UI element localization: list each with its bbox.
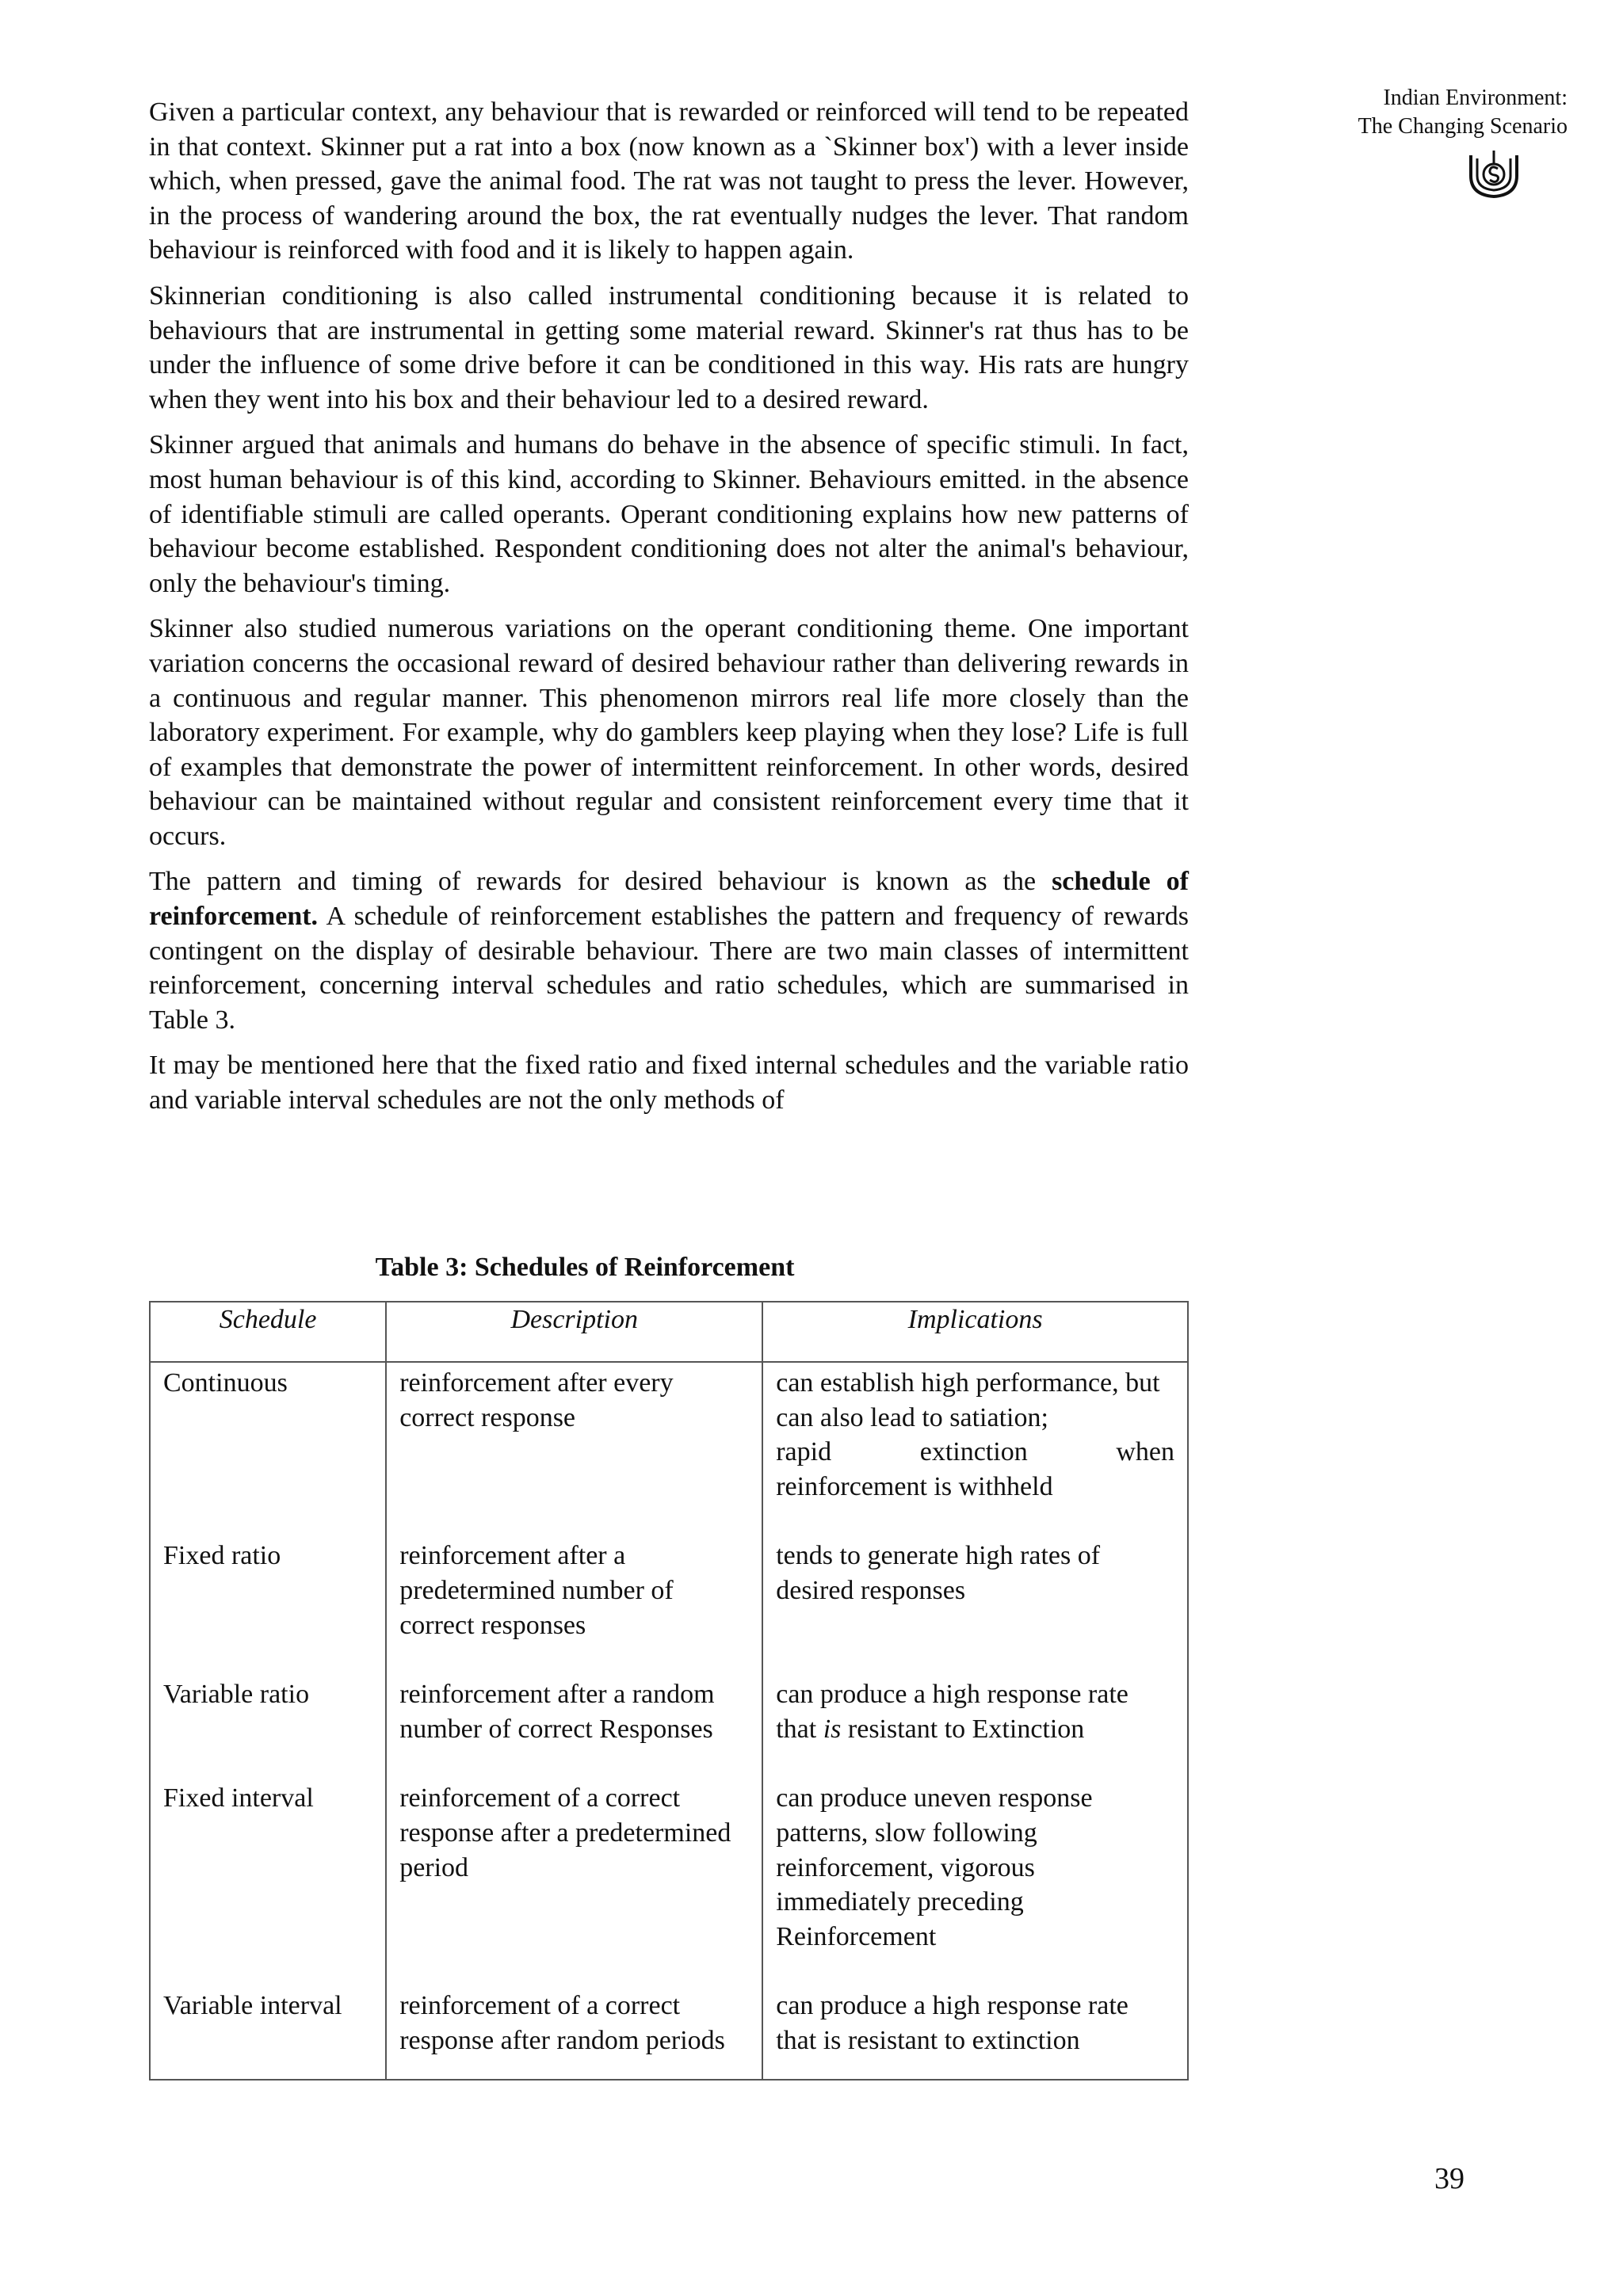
- implications-part-3: reinforcement is withheld: [776, 1471, 1053, 1501]
- table-header-row: [150, 1302, 1188, 1362]
- cell-schedule: Fixed ratio: [150, 1539, 386, 1677]
- table-title: Table 3: Schedules of Reinforcement: [375, 1253, 795, 1282]
- schedule-text-after: A schedule of reinforcement establishes the pattern and frequency of rewards contingent on the display of desirable behaviour. There are two main classes of intermittent reinforcement, concerning interval schedules and ratio schedules, which are summarised in Table 3.: [149, 902, 1189, 1035]
- paragraph-variations: Skinner also studied numerous variations on the operant conditioning theme. One important variation concerns the occasional reward of desired behaviour rather than delivering rewards in a continuous and regular manner. This phenomenon mirrors real life more closely than the laboratory experiment. For example, why do gamblers keep playing when they lose? Life is full of examples that demonstrate the power of intermittent reinforcement. In other words, desired behaviour can be maintained without regular and consistent reinforcement every time that it occurs.: [149, 614, 1189, 851]
- table-row: [150, 1989, 1188, 2079]
- paragraph-instrumental-conditioning: Skinnerian conditioning is also called instrumental conditioning because it is related to behaviours that are instrumental in getting some material reward. Skinner's rat thus has to be under the influence of some drive before it can be conditioned in this way. His rats are hungry when they went into his box and their behaviour led to a desired reward.: [149, 280, 1189, 414]
- table-row: [150, 1539, 1188, 1677]
- cell-implications: [762, 1362, 1188, 1539]
- schedules-table: [149, 1301, 1189, 2081]
- cell-description: reinforcement after a predetermined number of correct responses: [386, 1539, 762, 1677]
- implications-text-after: resistant to Extinction: [841, 1714, 1085, 1744]
- cell-description: reinforcement of a correct response after random periods: [386, 1989, 762, 2079]
- paragraph-methods: It may be mentioned here that the fixed ratio and fixed internal schedules and the variable ratio and variable interval schedules are not the only methods of: [149, 1051, 1189, 1116]
- header-line-2: The Changing Scenario: [1358, 114, 1568, 139]
- schedule-text-before: The pattern and timing of rewards for desired behaviour is known as the: [149, 867, 1052, 897]
- table-row: [150, 1362, 1188, 1539]
- cell-schedule: Fixed interval: [150, 1781, 386, 1989]
- page-number: 39: [1434, 2162, 1465, 2195]
- university-logo-icon: [1466, 147, 1522, 200]
- implications-italic-word: is: [823, 1714, 842, 1744]
- cell-implications: tends to generate high rates of desired responses: [762, 1539, 1188, 1677]
- cell-description: reinforcement after a random number of correct Responses: [386, 1677, 762, 1781]
- cell-schedule: Continuous: [150, 1362, 386, 1539]
- cell-description: reinforcement after every correct response: [386, 1362, 762, 1539]
- table-row: [150, 1781, 1188, 1989]
- table-row: [150, 1677, 1188, 1781]
- paragraph-schedule-of-reinforcement: [149, 864, 1189, 1037]
- schedule-term: schedule of reinforcement.: [149, 867, 1189, 932]
- header-description: Description: [386, 1302, 762, 1362]
- paragraph-operants: Skinner argued that animals and humans do behave in the absence of specific stimuli. In fact, most human behaviour is of this kind, according to Skinner. Behaviours emitted. in the absence of identifiable stimuli are called operants. Operant conditioning explains how new patterns of behaviour become established. Respondent conditioning does not alter the animal's behaviour, only the behaviour's timing.: [149, 430, 1189, 598]
- paragraph-skinner-box: Given a particular context, any behaviour that is rewarded or reinforced will tend to be repeated in that context. Skinner put a rat into a box (now known as a `Skinner box') with a lever inside which, when pressed, gave the animal food. The rat was not taught to press the lever. However, in the process of wandering around the box, the rat eventually nudges the lever. That random behaviour is reinforced with food and it is likely to happen again.: [149, 97, 1189, 265]
- cell-implications: [762, 1677, 1188, 1781]
- cell-schedule: Variable interval: [150, 1989, 386, 2079]
- cell-description: reinforcement of a correct response after a predetermined period: [386, 1781, 762, 1989]
- header-schedule: Schedule: [150, 1302, 386, 1362]
- cell-schedule: Variable ratio: [150, 1677, 386, 1781]
- body-text: [149, 95, 1189, 1129]
- running-header: [1219, 84, 1568, 200]
- implications-part-1: can establish high performance, but can also lead to satiation;: [776, 1368, 1160, 1432]
- implications-text-before: can produce a high response rate that: [776, 1680, 1128, 1744]
- header-implications: Implications: [762, 1302, 1188, 1362]
- header-line-1: Indian Environment:: [1383, 86, 1568, 110]
- implications-part-2: rapid extinction when: [776, 1437, 1174, 1467]
- cell-implications: can produce a high response rate that is resistant to extinction: [762, 1989, 1188, 2079]
- cell-implications: can produce uneven response patterns, slow following reinforcement, vigorous immediately preceding Reinforcement: [762, 1781, 1188, 1989]
